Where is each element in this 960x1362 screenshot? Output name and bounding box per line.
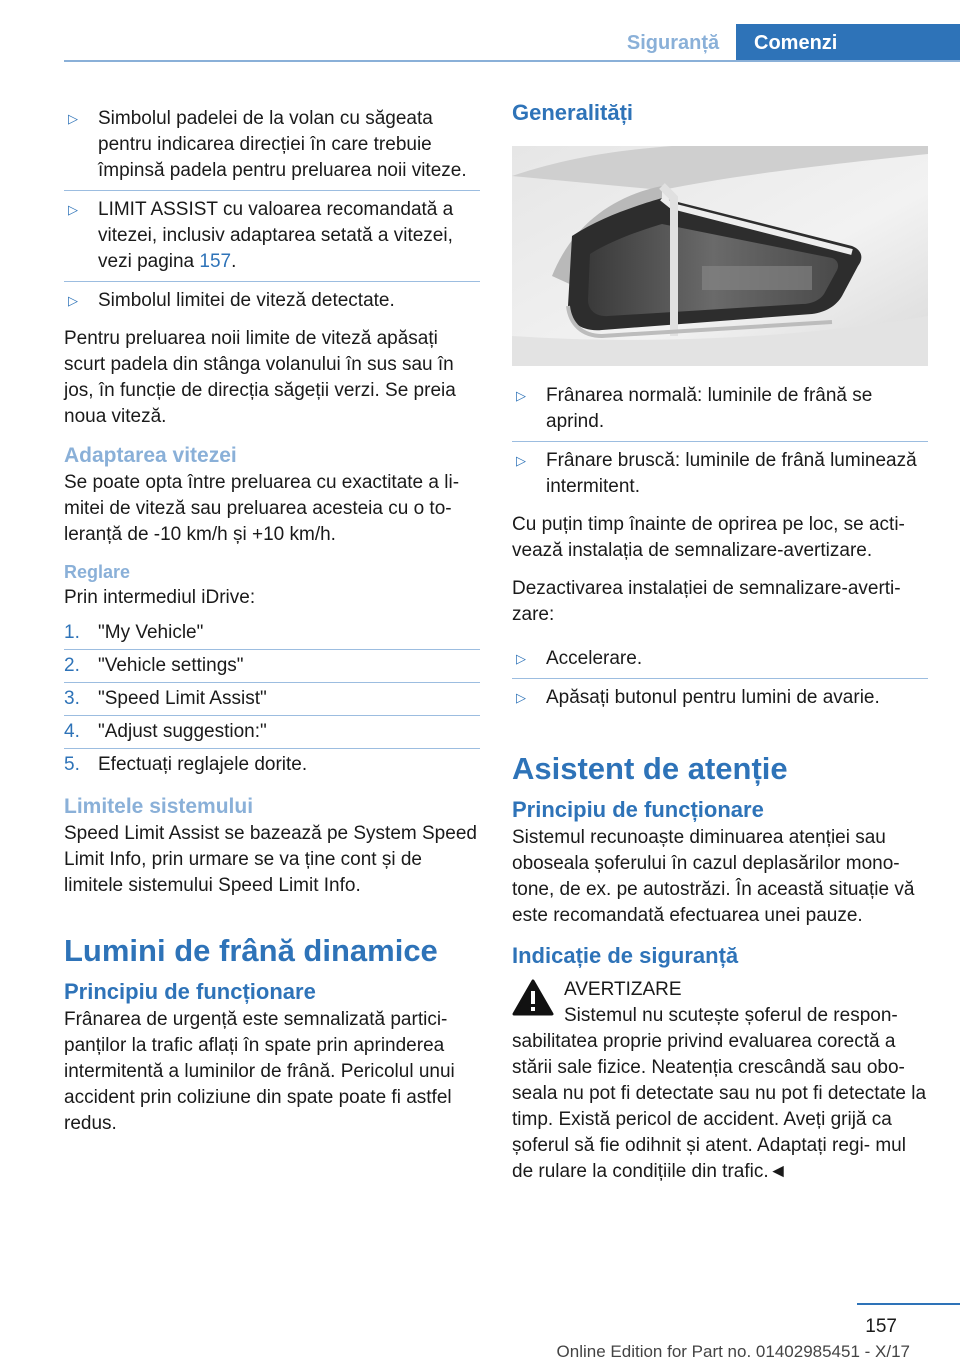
warning-text: Sistemul nu scutește șoferul de respon- [564,1005,898,1026]
section-title-brake-lights: Lumini de frână dinamice [64,933,438,968]
warning-title: AVERTIZARE [564,979,682,1000]
paragraph: Pentru preluarea noii limite de viteză apăsați scurt padela din stânga volanului în sus sau în jos, în funcție de direcția săgeții verzi. Se preia noua viteză. [64,328,456,427]
paragraph: Speed Limit Assist se bazează pe System Speed Limit Info, prin urmare se va ține cont și de limitele sistemului Speed Limit Info. [64,823,477,896]
heading-principle: Principiu de funcționare [512,797,764,822]
paragraph: Se poate opta între preluarea cu exactitate a li- mitei de viteză sau preluarea acesteia cu o to- leranță de -10 km/h și +10 km/h. [64,472,460,545]
left-bullet-list [64,100,480,320]
list-item: ▷ Frânarea normală: luminile de frână se aprind. [512,377,928,442]
page-link[interactable]: 157 [199,251,232,272]
paragraph: Prin intermediul iDrive: [64,587,256,608]
triangle-right-icon: ▷ [68,202,78,217]
footer-rule [857,1303,960,1305]
list-item: 5. Efectuați reglajele dorite. [64,754,308,775]
list-item: ▷ Accelerare. [512,640,928,679]
triangle-right-icon: ▷ [68,111,78,126]
footer-edition: Online Edition for Part no. 01402985451 - X/17 [556,1342,910,1361]
list-item: ▷ LIMIT ASSIST cu valoarea recomandată a vitezei, inclusiv adaptarea setată a vitezei, vezi pagina 157. [64,191,480,282]
triangle-right-icon: ▷ [516,651,526,666]
warning-text-continued: sabilitatea proprie privind evaluarea corectă a stării sale fizice. Neatenția crescândă sau obo- seala nu pot fi detectate sau nu pot fi detectate la timp. Există pericol de accident. Aveți grijă ca șoferul să fie odihnit și atent. Adaptați regi- mul de rulare la condițiile din trafic.◄ [512,1031,927,1182]
list-item: ▷ Frânare bruscă: luminile de frână luminează intermitent. [516,450,917,497]
paragraph: Frânarea de urgență este semnalizată partici- panților la trafic aflați în spate prin aprinderea intermitentă a luminilor de frână. Pericolul unui accident prin coliziune din spate poate fi astfel redus. [64,1009,455,1134]
list-item: 4. "Adjust suggestion:" [64,716,480,749]
list-item: 3. "Speed Limit Assist" [64,683,480,716]
steps-list [64,617,480,781]
list-item: ▷ Apăsați butonul pentru lumini de avarie. [516,687,880,708]
list-item: 2. "Vehicle settings" [64,650,480,683]
list-item: ▷ Simbolul padelei de la volan cu săgeata pentru indicarea direcției în care trebuie împinsă padela pentru preluarea noii viteze. [64,100,480,191]
left-column [64,100,480,1149]
triangle-right-icon: ▷ [516,690,526,705]
list-item: 1. "My Vehicle" [64,617,480,650]
right-bullet-list-2 [512,640,928,717]
warning-triangle-icon [512,979,554,1017]
subheading-reglare: Reglare [64,562,131,582]
tail-light-photo [512,146,928,366]
right-column [512,100,928,1185]
paragraph: Dezactivarea instalației de semnalizare-averti- zare: [512,578,901,625]
heading-principle: Principiu de funcționare [64,979,316,1004]
heading-safety-note: Indicație de siguranță [512,943,739,968]
right-bullet-list-1 [512,377,928,506]
header-tab-controls[interactable]: Comenzi [736,24,960,62]
paragraph: Sistemul recunoaște diminuarea atenției sau oboseala șoferului în cazul deplasărilor mono- tone, de ex. pe autostrăzi. În această situație vă este recomandată efectuarea unei pauze. [512,827,915,926]
subheading-limits: Limitele sistemului [64,795,254,818]
page-number: 157 [865,1316,897,1337]
section-title-attention-assist: Asistent de atenție [512,751,788,786]
triangle-right-icon: ▷ [68,293,78,308]
list-item: ▷ Simbolul limitei de viteză detectate. [68,290,395,311]
warning-box [512,977,928,1185]
triangle-right-icon: ▷ [516,388,526,403]
header-tab-safety[interactable]: Siguranță [626,32,720,54]
header-rule [64,60,960,62]
triangle-right-icon: ▷ [516,453,526,468]
subheading-adapt: Adaptarea vitezei [64,444,237,467]
paragraph: Cu puțin timp înainte de oprirea pe loc, se acti- vează instalația de semnalizare-avertizare. [512,514,905,561]
heading-general: Generalități [512,100,634,125]
